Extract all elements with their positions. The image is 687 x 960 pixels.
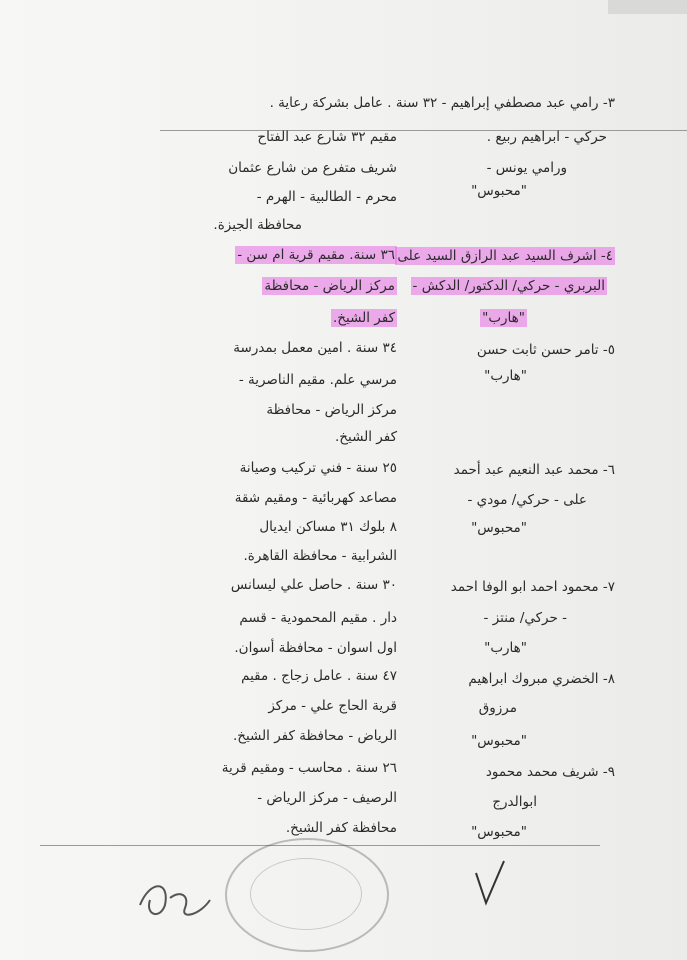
entry-3-name-3: ورامي يونس -: [486, 160, 567, 176]
entry-9-name-1: ٩- شريف محمد محمود: [485, 764, 615, 780]
entry-6-status: "محبوس": [471, 520, 527, 536]
entry-5-address-3: كفر الشيخ.: [335, 429, 397, 445]
entry-8-status: "محبوس": [471, 733, 527, 749]
entry-8-address-1: قرية الحاج علي - مركز: [268, 698, 397, 714]
entry-9-age-job: ٢٦ سنة . محاسب - ومقيم قرية: [221, 760, 397, 776]
entry-3-address-2: شريف متفرع من شارع عثمان: [228, 160, 397, 176]
entry-9-address-2: محافظة كفر الشيخ.: [285, 820, 397, 836]
entry-8-name-1: ٨- الخضري مبروك ابراهيم: [468, 671, 615, 687]
entry-7-name-2: - حركي/ منتز -: [483, 610, 567, 626]
entry-7-status: "هارب": [484, 640, 527, 656]
entry-6-name-2: على - حركي/ مودي -: [467, 492, 587, 508]
page-edge: [608, 0, 687, 14]
entry-7-address-2: اول اسوان - محافظة أسوان.: [234, 640, 397, 656]
entry-4-address-2: مركز الرياض - محافظة: [264, 278, 395, 294]
entry-6-address-2: ٨ بلوك ٣١ مساكن ايديال: [259, 519, 397, 535]
separator-line: [160, 130, 687, 131]
entry-6-address-3: الشرابية - محافظة القاهرة.: [243, 548, 397, 564]
entry-3-status: "محبوس": [471, 183, 527, 199]
entry-5-age-job: ٣٤ سنة . امين معمل بمدرسة: [233, 340, 397, 356]
entry-5-status: "هارب": [484, 368, 527, 384]
entry-5-address-1: مرسي علم. مقيم الناصرية -: [238, 372, 397, 388]
official-seal-inner: [250, 858, 362, 930]
entry-7-address-1: دار . مقيم المحمودية - قسم: [239, 610, 397, 626]
entry-9-address-1: الرصيف - مركز الرياض -: [257, 790, 397, 806]
signature-icon: [130, 860, 220, 930]
entry-6-name-1: ٦- محمد عبد النعيم عبد أحمد: [453, 462, 615, 478]
entry-3-address-1: مقيم ٣٢ شارع عبد الفتاح: [257, 129, 397, 145]
checkmark-icon: [470, 855, 510, 910]
entry-5-address-2: مركز الرياض - محافظة: [266, 402, 397, 418]
entry-6-address-1: مصاعد كهربائية - ومقيم شقة: [234, 490, 397, 506]
entry-8-age-job: ٤٧ سنة . عامل زجاج . مقيم: [241, 668, 397, 684]
entry-4-name-2: البربري - حركي/ الدكتور/ الدكش -: [412, 278, 605, 294]
entry-4-status: "هارب": [482, 310, 525, 326]
entry-9-name-2: ابوالدرج: [492, 794, 537, 810]
entry-7-age-edu: ٣٠ سنة . حاصل علي ليسانس: [230, 577, 397, 593]
entry-9-status: "محبوس": [471, 824, 527, 840]
entry-3-line-1: ٣- رامي عبد مصطفي إبراهيم - ٣٢ سنة . عامل بشركة رعاية .: [269, 95, 615, 111]
entry-6-age-job: ٢٥ سنة - فني تركيب وصيانة: [239, 460, 397, 476]
entry-3-name-2: حركي - ابراهيم ربيع .: [486, 129, 607, 145]
entry-8-address-2: الرياض - محافظة كفر الشيخ.: [232, 728, 397, 744]
entry-3-address-4: محافظة الجيزة.: [213, 217, 302, 233]
entry-4-age-address-1: ٣٦ سنة. مقيم قرية ام سن -: [237, 247, 395, 263]
entry-3-address-3: محرم - الطالبية - الهرم -: [256, 189, 397, 205]
entry-5-name: ٥- تامر حسن ثابت حسن: [476, 342, 615, 358]
entry-8-name-2: مرزوق: [478, 700, 517, 716]
entry-7-name-1: ٧- محمود احمد ابو الوفا احمد: [450, 579, 615, 595]
entry-4-address-3: كفر الشيخ.: [333, 310, 395, 326]
entry-4-name-1: ٤- اشرف السيد عبد الرازق السيد على: [397, 248, 613, 264]
